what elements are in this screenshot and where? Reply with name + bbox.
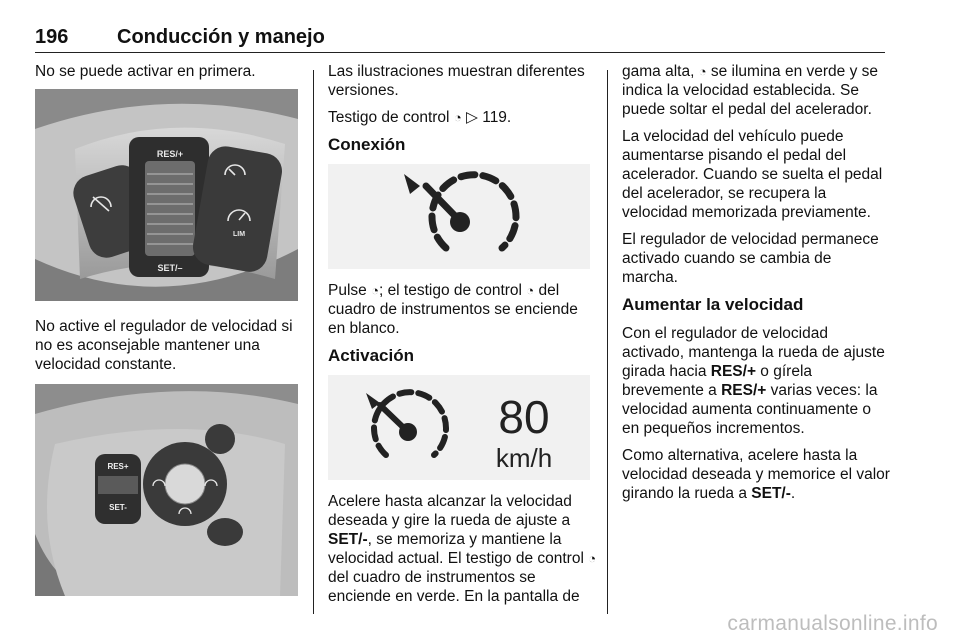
cruise-indicator-icon: ◔ — [453, 110, 462, 125]
column-divider — [607, 70, 608, 614]
heading-aumentar: Aumentar la velocidad — [622, 295, 804, 314]
speed-display-illustration — [328, 375, 590, 480]
paragraph: El regulador de velocidad permanece activado cuando se cambia de marcha. — [622, 231, 879, 286]
arrow-icon — [404, 174, 420, 194]
paragraph: No se puede activar en primera. — [35, 63, 256, 80]
paragraph: Como alternativa, acelere hasta la velocidad deseada y memorice el valor girando la rueda a SET/-. — [622, 447, 890, 502]
res-label: RES+ — [107, 462, 129, 471]
paragraph: Acelere hasta alcanzar la velocidad deseada y gire la rueda de ajuste a SET/-, se memoriza y mantiene la velocidad actual. El testigo de control ◔ del cuadro de instrumentos se enciende en verde. En la pantalla de — [328, 493, 597, 605]
speed-unit: km/h — [495, 443, 553, 473]
speed-value: 80 — [498, 391, 550, 443]
steering-wheel-photo-2 — [35, 384, 298, 596]
paragraph: La velocidad del vehículo puede aumentarse pisando el pedal del acelerador. Cuando se suelta el pedal del acelerador, se recupera la velocidad memorizada previamente. — [622, 128, 883, 221]
lim-label: LIM — [232, 231, 246, 238]
heading-conexion: Conexión — [328, 135, 406, 154]
set-label: SET/– — [157, 263, 183, 273]
column-1 — [35, 62, 300, 612]
set-label: SET- — [109, 503, 127, 512]
paragraph: Testigo de control ◔ ▷ 119. — [328, 109, 512, 126]
cruise-indicator-icon: ◔ — [371, 283, 379, 298]
paragraph: Con el regulador de velocidad activado, mantenga la rueda de ajuste girada hacia RES/+ o gírela brevemente a RES/+ varias veces: la velocidad aumenta continuamente o en pequeños incrementos. — [622, 325, 885, 437]
paragraph: Las ilustraciones muestran diferentes versiones. — [328, 63, 585, 99]
page-ref-arrow-icon: ▷ — [465, 109, 478, 126]
cruise-indicator-icon: ◔ — [588, 551, 597, 566]
paragraph: No active el regulador de velocidad si no es aconsejable mantener una velocidad constante. — [35, 318, 293, 373]
page-title: Conducción y manejo — [117, 26, 325, 48]
page-number: 196 — [35, 26, 69, 48]
cruise-icon-illustration — [328, 164, 590, 269]
column-2 — [328, 62, 598, 614]
paragraph: Pulse ◔; el testigo de control ◔ del cuadro de instrumentos se enciende en blanco. — [328, 282, 578, 337]
steering-wheel-photo-1 — [35, 89, 298, 301]
column-3 — [622, 62, 890, 511]
column-divider — [313, 70, 314, 614]
cruise-indicator-icon: ◔ — [698, 64, 707, 79]
paragraph: gama alta, ◔ se ilumina en verde y se indica la velocidad establecida. Se puede soltar el pedal del acelerador. — [622, 63, 879, 118]
cruise-indicator-icon: ◔ — [526, 283, 535, 298]
heading-activacion: Activación — [328, 346, 414, 365]
res-label: RES/+ — [156, 149, 184, 159]
page-header — [35, 16, 885, 53]
watermark: carmanualsonline.info — [727, 612, 938, 635]
